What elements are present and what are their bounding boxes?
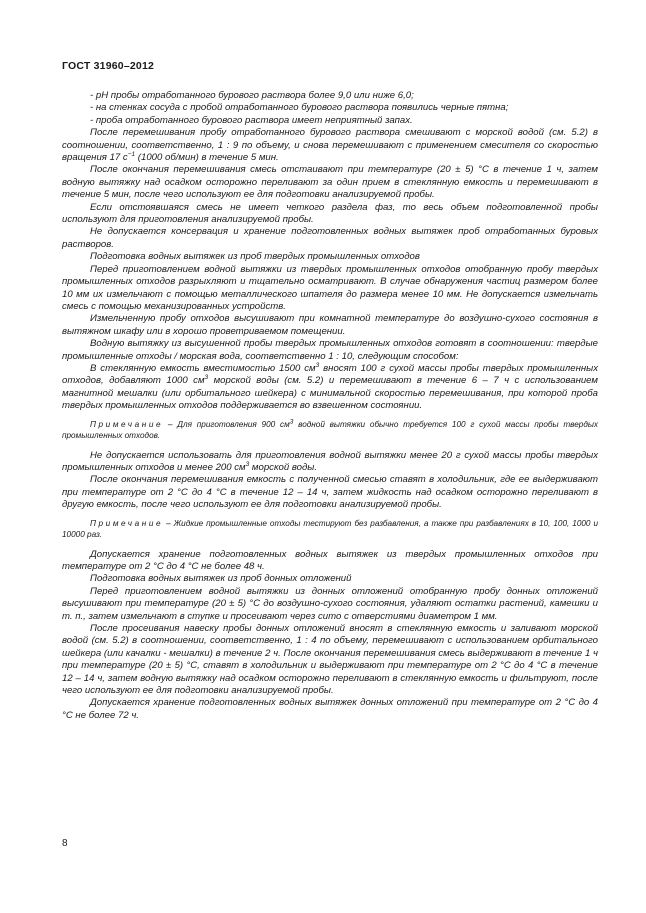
paragraph: Не допускается консервация и хранение подготовленных водных вытяжек проб отработанных буровых растворов. [62,226,598,250]
document-header: ГОСТ 31960–2012 [62,60,155,72]
text-span: Не допускается использовать для приготовления водной вытяжки менее 20 г сухой массы пробы твердых промышленных отходов и менее 200 см [62,449,598,473]
text-span: морской воды. [249,461,317,473]
paragraph: После окончания перемешивания смесь отстаивают при температуре (20 ± 5) °С в течение 1 ч, затем водную вытяжку над осадком осторожно переливают за один прием в стеклянную емкость и перемешивают в течение 5 мин, после чего используют ее для подготовки анализируемой пробы. [62,164,598,201]
list-item: - рН пробы отработанного бурового раствора более 9,0 или ниже 6,0; [90,90,414,101]
text-span: – Жидкие промышленные отходы тестируют без разбавления, а также при разбавлениях в 10, 100, 1000 и 10000 раз. [62,518,598,539]
superscript: −1 [127,150,136,158]
text-span: морской воды (см. 5.2) и перемешивают в течение 6 – 7 ч с использованием магнитной мешалки (или орбитального шейкера) с минимальной скоростью перемешивания, при которой проба твердых промышленных отходов поддерживается во взвешенном состоянии. [62,375,598,412]
text-span: В стеклянную емкость вместимостью 1500 см [90,362,316,374]
paragraph [62,450,598,475]
paragraph: Перед приготовлением водной вытяжки из твердых промышленных отходов отобранную пробу твердых промышленных отходов разрыхляют и тщательно осматривают. В случае обнаружения частиц размером более 10 мм их измельчают с помощью металлического шпателя до размера менее 10 мм. Не допускается измельчать смесь с помощью механизированных устройств. [62,263,598,312]
note [62,518,598,540]
superscript: 3 [204,374,209,382]
section-heading: Подготовка водных вытяжек из проб твердых промышленных отходов [90,251,420,263]
note [62,419,598,441]
superscript: 3 [289,417,294,425]
text-span: (1000 об/мин) в течение 5 мин. [135,152,279,164]
text-span: После перемешивания пробу отработанного бурового раствора смешивают с морской водой (см. 5.2) в соотношении, соответственно, 1 : 9 по объему, и снова перемешивают с применением смесителя со скоростью вращения 17 с [62,127,598,164]
paragraph [62,127,598,164]
paragraph: Допускается хранение подготовленных водных вытяжек донных отложений при температуре от 2 °С до 4 °С не более 72 ч. [62,697,598,721]
text-span: – Для приготовления 900 см [163,419,290,429]
list-item: - проба отработанного бурового раствора имеет неприятный запах. [90,114,413,126]
paragraph: Измельченную пробу отходов высушивают при комнатной температуре до воздушно-сухого состояния в вытяжном шкафу или в хорошо проветриваемом помещении. [62,313,598,337]
paragraph: После окончания перемешивания емкость с полученной смесью ставят в холодильник, где ее выдерживают при температуре от 2 °С до 4 °С в течение 12 – 14 ч, затем жидкость над осадком осторожно переливают в другую емкость, после чего используют ее для подготовки анализируемой пробы. [62,474,598,511]
paragraph: Допускается хранение подготовленных водных вытяжек из твердых промышленных отходов при температуре от 2 °С до 4 °С не более 48 ч. [62,548,598,572]
text-span: вносят 100 г сухой массы пробы твердых промышленных отходов, добавляют 1000 см [62,362,598,387]
paragraph: Если отстоявшаяся смесь не имеет четкого раздела фаз, то весь объем подготовленной пробы используют для приготовления анализируемой пробы. [62,201,598,226]
superscript: 3 [245,460,250,468]
section-heading: Подготовка водных вытяжек из проб донных отложений [90,573,352,585]
note-label: Примечание [90,518,164,528]
page-number: 8 [62,838,68,849]
text-span: водной вытяжки обычно требуется 100 г сухой массы пробы твердых промышленных отходов. [62,419,598,440]
paragraph: Перед приготовлением водной вытяжки из донных отложений отобранную пробу донных отложений высушивают при температуре (20 ± 5) °С до воздушно-сухого состояния, удаляют остатки растений, камешки и т. п., затем измельчают в ступке и просеивают через сито с отверстиями диаметром 1 мм. [62,585,598,622]
paragraph: После просеивания навеску пробы донных отложений вносят в стеклянную емкость и заливают морской водой (см. 5.2) в соотношении, соответственно, 1 : 4 по объему, перемешивают с использованием орбитального шейкера (или качалки - мешалки) в течение 2 ч. После окончания перемешивания смесь выдерживают в течение 1 ч при температуре (20 ± 5) °С, ставят в холодильник и выдерживают при температуре от 2 °С до 4 °С в течение 12 – 14 ч, затем водную вытяжку над осадком осторожно переливают в стеклянную емкость и фильтруют, после чего используют ее для подготовки анализируемой пробы. [62,623,598,697]
note-label: Примечание [90,419,164,429]
paragraph [62,363,598,413]
document-body [62,90,598,722]
list-item: - на стенках сосуда с пробой отработанного бурового раствора появились черные пятна; [90,102,509,114]
superscript: 3 [315,361,320,369]
paragraph: Водную вытяжку из высушенной пробы твердых промышленных отходов готовят в соотношении: твердые промышленные отходы / морская вода, соответственно 1 : 10, следующим способом: [62,338,598,362]
